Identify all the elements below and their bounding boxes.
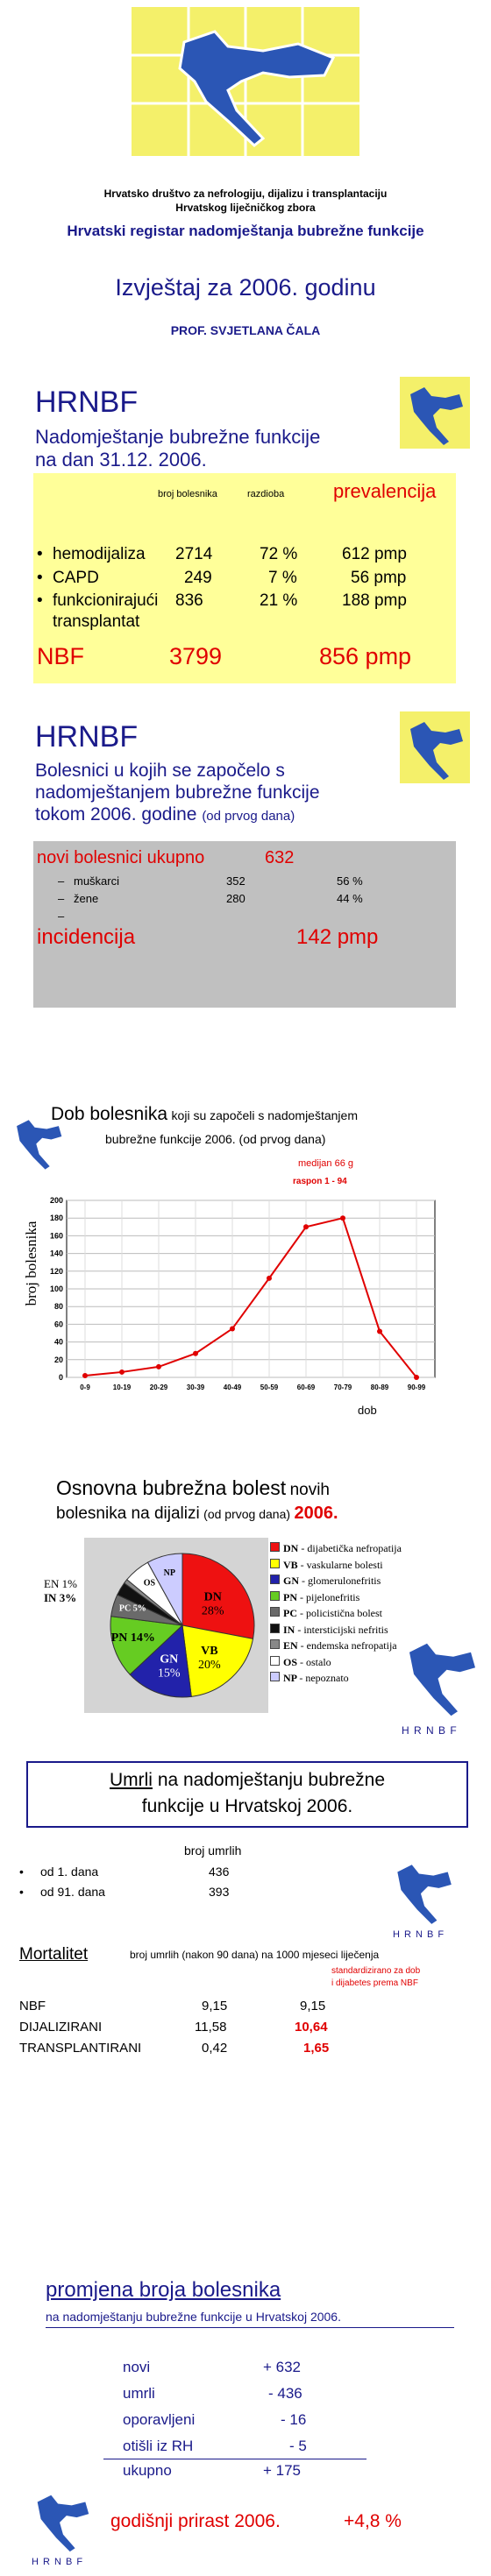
legend-swatch bbox=[270, 1575, 280, 1584]
croatia-map-icon bbox=[396, 1630, 484, 1721]
legend-code: OS bbox=[283, 1655, 301, 1668]
legend-swatch bbox=[270, 1624, 280, 1633]
data-point bbox=[267, 1276, 272, 1281]
row-count: 836 bbox=[175, 591, 203, 610]
legend-swatch bbox=[270, 1656, 280, 1666]
row-pct: 21 % bbox=[260, 591, 298, 610]
growth-label: godišnji prirast 2006. bbox=[110, 2511, 281, 2531]
author: PROF. SVJETLANA ČALA bbox=[170, 323, 321, 337]
legend-item bbox=[270, 1591, 359, 1604]
legend-swatch bbox=[270, 1591, 280, 1601]
legend-code: VB bbox=[283, 1558, 301, 1571]
change-value: + 632 bbox=[263, 2359, 302, 2375]
mort-label: NBF bbox=[19, 1999, 46, 2013]
pie-title-big-1: Osnovna bubrežna bolest bbox=[56, 1476, 287, 1499]
change-value: - 16 bbox=[281, 2411, 307, 2428]
pie-label-np: NP bbox=[163, 1568, 175, 1578]
disease-pie-chart bbox=[84, 1538, 268, 1713]
pie-label-vb: VB bbox=[201, 1644, 218, 1658]
change-value: - 436 bbox=[268, 2385, 302, 2402]
men-pct: 56 % bbox=[337, 874, 363, 888]
pie-title-line-1 bbox=[56, 1476, 330, 1500]
pie-label-gn: GN bbox=[160, 1652, 179, 1667]
slide1-table-box: broj bolesnika razdioba prevalencija • hemodijaliza 2714 72 % 612 pmp • CAPD 249 7 % 56 pmp • funkcionirajući transplantat 836 21 % 188 pmp NBF 3799 856 pmp bbox=[33, 473, 456, 683]
new-patients-value: 632 bbox=[265, 848, 295, 867]
legend-text: - policistična bolest bbox=[300, 1607, 382, 1619]
mort-v2: 1,65 bbox=[303, 2041, 330, 2056]
legend-swatch bbox=[270, 1607, 280, 1617]
incidence-label: incidencija bbox=[37, 925, 136, 949]
slide2-box: novi bolesnici ukupno 632 – muškarci 352 56 % – žene 280 44 % – incidencija 142 pmp bbox=[33, 841, 456, 1008]
men-value: 352 bbox=[226, 874, 246, 888]
y-tick-label: 120 bbox=[49, 1266, 63, 1276]
chart-range: raspon 1 - 94 bbox=[293, 1177, 347, 1186]
x-tick-label: 0-9 bbox=[80, 1384, 90, 1391]
deaths-title-underlined: Umrli bbox=[109, 1770, 153, 1790]
legend-swatch bbox=[270, 1672, 280, 1681]
org-line-2: Hrvatskog liječničkog zbora bbox=[175, 202, 316, 214]
data-point bbox=[230, 1326, 235, 1331]
pie-sublabel-gn: 15% bbox=[157, 1667, 181, 1681]
chart-median: medijan 66 g bbox=[298, 1158, 353, 1169]
legend-text: - dijabetička nefropatija bbox=[301, 1542, 402, 1554]
slide2-line-3-main: tokom 2006. godine bbox=[35, 804, 197, 824]
x-tick-label: 10-19 bbox=[112, 1384, 132, 1391]
deaths-row-label: od 1. dana bbox=[40, 1865, 99, 1879]
mortality-title: Mortalitet bbox=[19, 1945, 89, 1964]
slide2-line-1: Bolesnici u kojih se započelo s bbox=[35, 761, 285, 781]
y-tick-label: 80 bbox=[53, 1302, 63, 1312]
mort-v2: 10,64 bbox=[295, 2020, 328, 2035]
women-label: žene bbox=[74, 892, 99, 905]
legend-code: GN bbox=[283, 1575, 302, 1587]
y-tick-label: 40 bbox=[53, 1337, 63, 1347]
change-subtitle: na nadomještanju bubrežne funkcije u Hrvatskoj 2006. bbox=[46, 2310, 341, 2324]
row-pct: 72 % bbox=[260, 545, 298, 563]
mortality-desc: broj umrlih (nakon 90 dana) na 1000 mjeseci liječenja bbox=[130, 1949, 380, 1961]
legend-item bbox=[270, 1575, 381, 1588]
legend-item bbox=[270, 1542, 402, 1555]
chart-xlabel: dob bbox=[358, 1404, 377, 1417]
row-prev: 612 pmp bbox=[342, 545, 407, 563]
subtitle-underline bbox=[46, 2327, 454, 2328]
change-title: promjena broja bolesnika bbox=[46, 2278, 281, 2302]
chart-title bbox=[51, 1104, 358, 1125]
empty-dash: – bbox=[58, 909, 65, 923]
row-label: hemodijaliza bbox=[53, 545, 146, 563]
new-patients-label: novi bolesnici ukupno bbox=[37, 848, 205, 867]
std-note-2: i dijabetes prema NBF bbox=[331, 1978, 418, 1988]
pie-title-big-2: bolesnika na dijalizi bbox=[56, 1504, 200, 1523]
y-tick-label: 180 bbox=[49, 1214, 63, 1223]
x-tick-label: 70-79 bbox=[333, 1384, 352, 1391]
legend-swatch bbox=[270, 1559, 280, 1568]
pie-label-dn: DN bbox=[203, 1590, 222, 1604]
slide2-line-3-small: (od prvog dana) bbox=[202, 809, 295, 824]
mort-v1: 11,58 bbox=[195, 2020, 227, 2035]
y-tick-label: 60 bbox=[53, 1320, 63, 1329]
pie-sublabel-dn: 28% bbox=[201, 1604, 224, 1618]
report-title: Izvještaj za 2006. godinu bbox=[115, 274, 376, 301]
legend-item bbox=[270, 1607, 382, 1620]
legend-text: - vaskularne bolesti bbox=[300, 1558, 383, 1571]
legend-text: - endemska nefropatija bbox=[300, 1639, 397, 1652]
y-tick-label: 200 bbox=[49, 1196, 63, 1205]
data-point bbox=[303, 1224, 309, 1229]
data-point bbox=[119, 1369, 125, 1375]
data-point bbox=[156, 1364, 161, 1369]
legend-code: PC bbox=[283, 1607, 300, 1619]
row-count: 2714 bbox=[175, 545, 213, 563]
x-tick-label: 60-69 bbox=[296, 1384, 316, 1391]
x-tick-label: 30-39 bbox=[186, 1384, 205, 1391]
legend-item bbox=[270, 1672, 349, 1685]
slide2-line-3 bbox=[35, 804, 295, 825]
mort-v1: 0,42 bbox=[202, 2041, 228, 2056]
y-tick-label: 160 bbox=[49, 1231, 63, 1241]
slide2-title: HRNBF bbox=[35, 720, 139, 754]
pie-sublabel-vb: 20% bbox=[198, 1658, 221, 1672]
total-count: 3799 bbox=[169, 643, 223, 669]
legend-item bbox=[270, 1559, 383, 1572]
total-prev: 856 pmp bbox=[319, 643, 412, 669]
legend-code: PN bbox=[283, 1590, 300, 1603]
legend-item bbox=[270, 1656, 331, 1669]
chart-title-line-2: bubrežne funkcije 2006. (od prvog dana) bbox=[105, 1132, 326, 1146]
row-prev: 56 pmp bbox=[351, 569, 407, 587]
registry-title: Hrvatski registar nadomještanja bubrežne funkcije bbox=[67, 223, 424, 239]
deaths-title-rest: na nadomještanju bubrežne bbox=[157, 1770, 386, 1790]
data-point bbox=[193, 1351, 198, 1356]
y-tick-label: 140 bbox=[49, 1249, 63, 1258]
deaths-row-value: 393 bbox=[209, 1885, 230, 1899]
deaths-title-line-2: funkcije u Hrvatskoj 2006. bbox=[141, 1796, 353, 1816]
croatia-map-icon bbox=[400, 377, 470, 449]
mort-v2: 9,15 bbox=[300, 1999, 326, 2013]
women-pct: 44 % bbox=[337, 892, 363, 905]
org-line-1: Hrvatsko društvo za nefrologiju, dijalizu i transplantaciju bbox=[103, 188, 388, 200]
men-label: muškarci bbox=[74, 874, 120, 888]
croatia-map-icon bbox=[400, 711, 470, 783]
legend-swatch bbox=[270, 1639, 280, 1649]
change-label: otišli iz RH bbox=[123, 2438, 194, 2454]
x-tick-label: 80-89 bbox=[370, 1384, 389, 1391]
pie-title-small-2: (od prvog dana) bbox=[203, 1507, 291, 1521]
croatia-map-icon bbox=[26, 2485, 96, 2555]
y-tick-label: 100 bbox=[49, 1284, 63, 1293]
women-value: 280 bbox=[226, 892, 246, 905]
total-label: NBF bbox=[37, 643, 84, 669]
data-point bbox=[377, 1328, 382, 1334]
header-section bbox=[0, 0, 491, 337]
row-pct: 7 % bbox=[268, 569, 297, 587]
row-label-2: transplantat bbox=[53, 612, 140, 631]
row-prev: 188 pmp bbox=[342, 591, 407, 610]
mort-label: DIJALIZIRANI bbox=[19, 2020, 103, 2035]
slide2-line-2: nadomještanjem bubrežne funkcije bbox=[35, 782, 320, 803]
legend-text: - pijelonefritis bbox=[300, 1590, 360, 1603]
legend-code: DN bbox=[283, 1542, 302, 1554]
hrnbf-logo-text: H R N B F bbox=[393, 1929, 445, 1940]
mort-v1: 9,15 bbox=[202, 1999, 228, 2013]
row-count: 249 bbox=[184, 569, 212, 587]
croatia-puzzle-logo bbox=[132, 7, 359, 156]
chart-ylabel: broj bolesnika bbox=[23, 1221, 39, 1306]
slide1-subtitle-2: na dan 31.12. 2006. bbox=[35, 449, 207, 471]
chart-title-big: Dob bolesnika bbox=[51, 1104, 168, 1124]
x-tick-label: 20-29 bbox=[149, 1384, 168, 1391]
change-label: ukupno bbox=[123, 2462, 172, 2479]
col-dist-header: razdioba bbox=[247, 489, 285, 499]
deaths-col-header: broj umrlih bbox=[184, 1844, 242, 1858]
chart-title-small: koji su započeli s nadomještanjem bbox=[171, 1108, 358, 1122]
row-label: CAPD bbox=[53, 569, 99, 587]
legend-text: - nepoznato bbox=[299, 1672, 349, 1684]
change-value: - 5 bbox=[289, 2438, 307, 2454]
slide1-title: HRNBF bbox=[35, 386, 139, 419]
data-point bbox=[82, 1373, 88, 1378]
change-label: oporavljeni bbox=[123, 2411, 196, 2428]
x-tick-label: 50-59 bbox=[260, 1384, 279, 1391]
change-label: umrli bbox=[123, 2385, 155, 2402]
incidence-value: 142 pmp bbox=[296, 925, 379, 949]
hrnbf-logo-text: H R N B F bbox=[402, 1724, 458, 1737]
deaths-title-line-1 bbox=[28, 1770, 466, 1791]
data-point bbox=[414, 1375, 419, 1380]
mort-label: TRANSPLANTIRANI bbox=[19, 2041, 142, 2056]
y-tick-label: 0 bbox=[58, 1373, 63, 1382]
x-tick-label: 40-49 bbox=[223, 1384, 242, 1391]
change-value: + 175 bbox=[263, 2462, 302, 2479]
pie-title-year: 2006. bbox=[294, 1504, 338, 1523]
row-label: funkcionirajući bbox=[53, 591, 159, 610]
pie-label-os: OS bbox=[143, 1578, 156, 1589]
hrnbf-logo-text: H R N B F bbox=[32, 2557, 84, 2567]
legend-item bbox=[270, 1639, 397, 1652]
legend-text: - glomerulonefritis bbox=[302, 1575, 381, 1587]
legend-code: NP bbox=[283, 1672, 300, 1684]
growth-value: +4,8 % bbox=[344, 2511, 402, 2531]
data-point bbox=[340, 1215, 345, 1221]
age-line-chart bbox=[35, 1192, 447, 1402]
pie-title-line-2 bbox=[56, 1504, 338, 1524]
col-prev-header: prevalencija bbox=[333, 480, 437, 502]
pie-label-pn: PN 14% bbox=[110, 1631, 155, 1645]
deaths-row-label: od 91. dana bbox=[40, 1885, 105, 1899]
pie-outer-label-in: IN 3% bbox=[44, 1591, 77, 1604]
legend-item bbox=[270, 1624, 388, 1637]
pie-outer-label-en: EN 1% bbox=[44, 1577, 77, 1590]
legend-code: IN bbox=[283, 1623, 298, 1636]
std-note-1: standardizirano za dob bbox=[331, 1966, 421, 1976]
pie-title-small-1: novih bbox=[289, 1481, 330, 1499]
deaths-title-box bbox=[26, 1761, 468, 1828]
slide1-subtitle-1: Nadomještanje bubrežne funkcije bbox=[35, 426, 321, 448]
deaths-row-value: 436 bbox=[209, 1865, 230, 1879]
legend-swatch bbox=[270, 1542, 280, 1552]
legend-text: - intersticijski nefritis bbox=[297, 1623, 388, 1636]
croatia-map-icon bbox=[386, 1854, 459, 1928]
col-count-header: broj bolesnika bbox=[158, 489, 217, 499]
pie-label-pc: PC 5% bbox=[118, 1603, 146, 1614]
change-label: novi bbox=[123, 2359, 151, 2375]
legend-code: EN bbox=[283, 1639, 301, 1652]
legend-text: - ostalo bbox=[300, 1655, 331, 1668]
x-tick-label: 90-99 bbox=[407, 1384, 426, 1391]
y-tick-label: 20 bbox=[53, 1355, 63, 1364]
